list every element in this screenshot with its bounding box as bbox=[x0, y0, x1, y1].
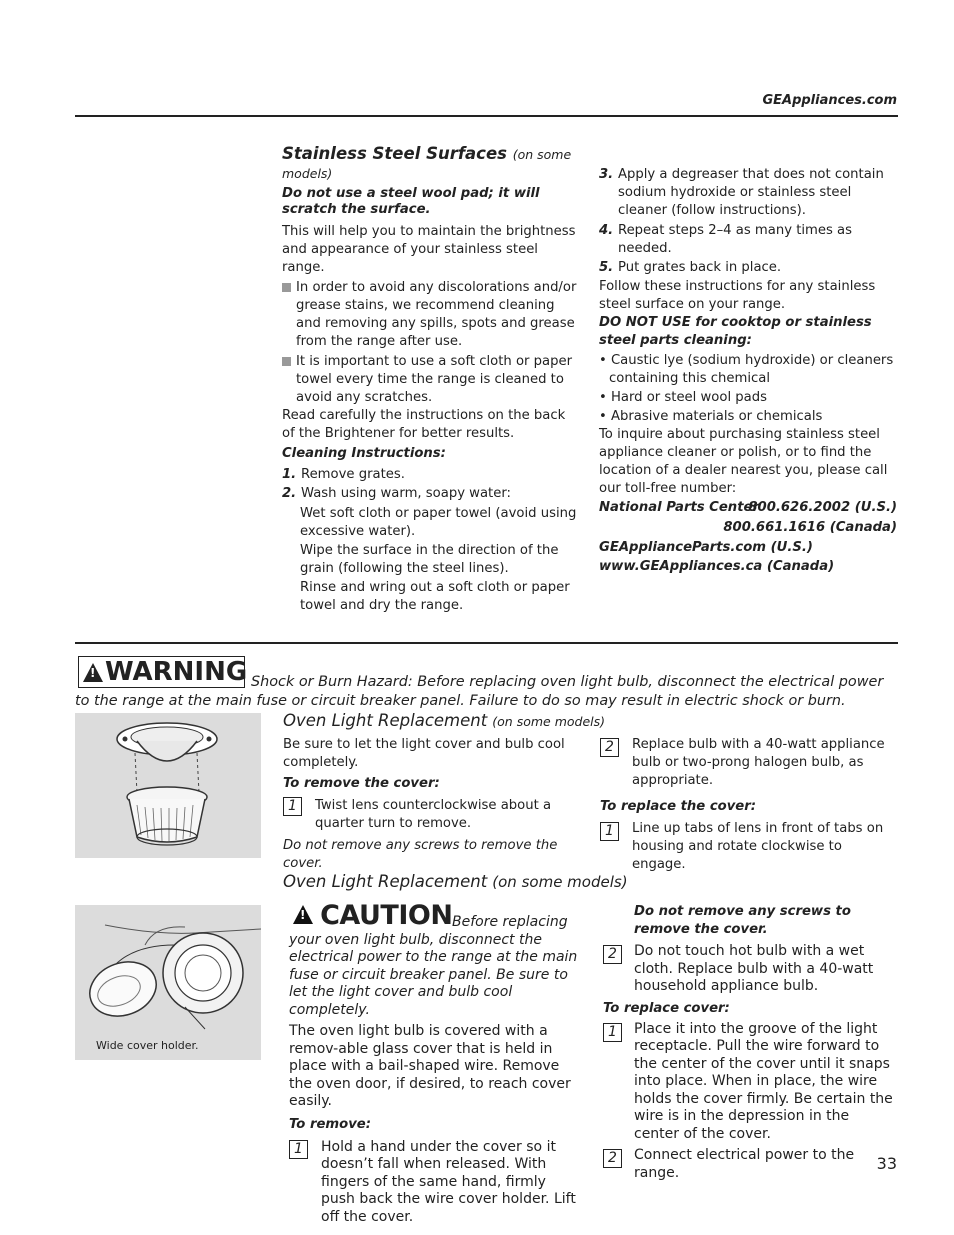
oven2-left-column bbox=[289, 900, 581, 1226]
oven1-left-column bbox=[283, 736, 583, 873]
oven1-intro: Be sure to let the light cover and bulb cool completely. bbox=[283, 737, 565, 770]
list-item: It is important to use a soft cloth or paper towel every time the range is cleaned to avoid any scratches. bbox=[282, 353, 582, 407]
oven2-body: The oven light bulb is covered with a remov-able glass cover that is held in place with a bail-shaped wire. Remove the oven door, if desired, to reach cover easily. bbox=[289, 1023, 571, 1109]
web-canada: www.GEAppliances.ca (Canada) bbox=[599, 559, 835, 574]
replace-bulb-step: 2 Replace bulb with a 40-watt appliance bulb or two-prong halogen bulb, as appropriate. bbox=[600, 736, 898, 790]
list-item: 1. Remove grates. bbox=[282, 467, 405, 482]
step-number-box: 1 bbox=[600, 822, 619, 841]
step-number-box: 1 bbox=[603, 1023, 622, 1042]
image-caption: Wide cover holder. bbox=[96, 1039, 199, 1052]
stainless-title: Stainless Steel Surfaces (on some models) bbox=[282, 144, 572, 181]
substep: Wipe the surface in the direction of the grain (following the steel lines). bbox=[300, 543, 559, 576]
do-not-use-heading: DO NOT USE for cooktop or stainless steel parts cleaning: bbox=[599, 315, 872, 348]
parts-center-row bbox=[599, 499, 897, 517]
warning-triangle-icon: ! bbox=[83, 663, 103, 682]
cleaning-heading: Cleaning Instructions: bbox=[282, 446, 446, 461]
phone-us: 800.626.2002 (U.S.) bbox=[748, 500, 897, 515]
light-cover-illustration bbox=[75, 713, 261, 858]
list-item: • Abrasive materials or chemicals bbox=[599, 409, 823, 424]
steel-wool-warning: Do not use a steel wool pad; it will scratch the surface. bbox=[282, 186, 540, 217]
replace-cover-heading: To replace cover: bbox=[603, 1000, 730, 1016]
site-url: GEAppliances.com bbox=[762, 93, 897, 108]
oven1-title: Oven Light Replacement (on some models) bbox=[283, 711, 606, 730]
warning-text: Shock or Burn Hazard: Before replacing oven light bulb, disconnect the electrical power to the range at the main fuse or circuit breaker panel. Failure to do so may result in electric shock or burn. bbox=[75, 674, 884, 709]
light-cover-image bbox=[75, 713, 261, 858]
remove-cover-step: 1 Hold a hand under the cover so it doesn’t fall when released. With fingers of the same hand, firmly push back the wire cover holder. Lift off the cover. bbox=[289, 1139, 581, 1227]
list-item: 5. Put grates back in place. bbox=[599, 260, 782, 275]
no-screws-note: Do not remove any screws to remove the cover. bbox=[283, 838, 558, 871]
replace-cover-heading: To replace the cover: bbox=[600, 799, 757, 814]
oven2-no-screws: Do not remove any screws to remove the cover. bbox=[634, 904, 851, 937]
wide-cover-illustration bbox=[75, 905, 261, 1060]
remove-step: 1 Twist lens counterclockwise about a quarter turn to remove. bbox=[283, 797, 583, 833]
list-item: • Caustic lye (sodium hydroxide) or cleaners containing this chemical bbox=[599, 353, 894, 386]
step-number-box: 2 bbox=[603, 945, 622, 964]
caution-triangle-icon: ! bbox=[293, 905, 313, 924]
parts-center-label: National Parts Center bbox=[599, 500, 759, 515]
replace-cover-step: 1 Line up tabs of lens in front of tabs on housing and rotate clockwise to engage. bbox=[600, 820, 898, 874]
list-item: 4. Repeat steps 2–4 as many times as needed. bbox=[599, 223, 853, 256]
section-rule bbox=[75, 642, 898, 644]
replace-bulb-step: 2 Do not touch hot bulb with a wet cloth. Replace bulb with a 40-watt household appliance bulb. bbox=[603, 943, 897, 996]
step-number-box: 1 bbox=[289, 1140, 308, 1159]
header-rule bbox=[75, 115, 898, 117]
stainless-intro: This will help you to maintain the brightness and appearance of your stainless steel range. bbox=[282, 224, 576, 275]
substep: Wet soft cloth or paper towel (avoid using excessive water). bbox=[300, 506, 577, 539]
replace-cover-step-1: 1 Place it into the groove of the light receptacle. Pull the wire forward to the center of the cover until it snaps into place. When in place, the wire holds the cover firmly. Be certain the wire is in the depression in the center of the cover. bbox=[603, 1021, 897, 1144]
step-number-box: 2 bbox=[600, 738, 619, 757]
oven1-right-column bbox=[600, 736, 898, 874]
substep: Rinse and wring out a soft cloth or paper towel and dry the range. bbox=[300, 580, 570, 613]
wide-cover-image bbox=[75, 905, 261, 1030]
read-note: Read carefully the instructions on the back of the Brightener for better results. bbox=[282, 408, 566, 441]
warning-word: WARNING bbox=[105, 657, 248, 687]
remove-cover-heading: To remove the cover: bbox=[283, 776, 440, 791]
caution-text: Before replacing your oven light bulb, disconnect the electrical power to the range at the main fuse or circuit breaker panel. Be sure to let the light cover and bulb cool completely. bbox=[289, 914, 578, 1018]
web-us: GEApplianceParts.com (U.S.) bbox=[599, 540, 813, 555]
follow-note: Follow these instructions for any stainless steel surface on your range. bbox=[599, 279, 876, 312]
stainless-right-column bbox=[599, 166, 897, 576]
oven2-right-column bbox=[603, 903, 897, 1182]
list-item: • Hard or steel wool pads bbox=[599, 390, 767, 405]
list-item: 2. Wash using warm, soapy water: bbox=[282, 486, 511, 501]
list-item: 3. Apply a degreaser that does not contain sodium hydroxide or stainless steel cleaner (follow instructions). bbox=[599, 167, 884, 218]
to-remove-heading: To remove: bbox=[289, 1116, 372, 1132]
replace-cover-step-2: 2 Connect electrical power to the range. bbox=[603, 1147, 897, 1182]
page-number: 33 bbox=[876, 1154, 897, 1173]
stainless-left-column bbox=[282, 144, 582, 615]
inquire-note: To inquire about purchasing stainless steel appliance cleaner or polish, or to find the location of a dealer nearest you, please call our toll-free number: bbox=[599, 427, 888, 496]
step-number-box: 1 bbox=[283, 797, 302, 816]
oven2-title: Oven Light Replacement (on some models) bbox=[283, 872, 628, 891]
phone-canada: 800.661.1616 (Canada) bbox=[723, 520, 897, 535]
caution-label bbox=[289, 900, 581, 930]
step-number-box: 2 bbox=[603, 1149, 622, 1168]
list-item: In order to avoid any discolorations and/or grease stains, we recommend cleaning and removing any spills, spots and grease from the range after use. bbox=[282, 279, 582, 351]
caution-word: CAUTION bbox=[320, 900, 453, 931]
